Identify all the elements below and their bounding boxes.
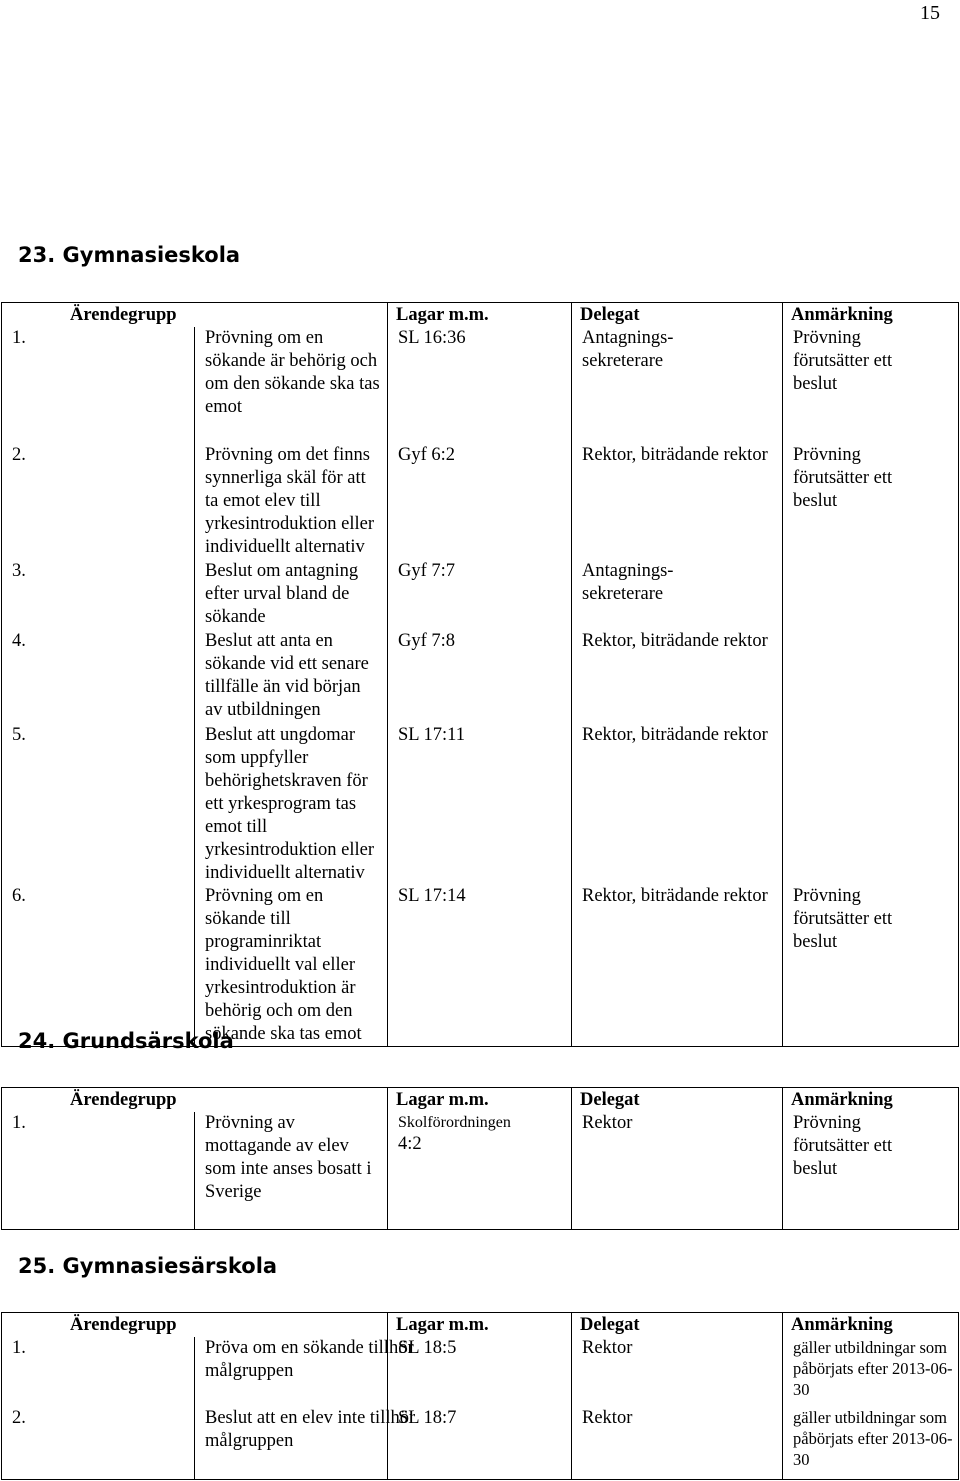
- row-delegate: Rektor, biträdande rektor: [582, 445, 768, 465]
- row-description: Prövning om en sökande till programinriktat individuellt val eller yrkesintroduktion är behörig och om den sökande ska tas emot: [205, 886, 362, 1044]
- row-delegate: Rektor: [582, 1408, 633, 1428]
- row-law: Gyf 7:8: [398, 631, 456, 651]
- page-number: 15: [920, 2, 940, 24]
- row-description: Prövning om det finns synnerliga skäl för att ta emot elev till yrkesintroduktion eller individuellt alternativ: [205, 445, 375, 557]
- header-delegat: Delegat: [572, 1313, 783, 1338]
- header-arendegrupp: Ärendegrupp: [2, 1088, 388, 1113]
- table-row: [2, 560, 959, 630]
- row-delegate: Rektor: [582, 1338, 633, 1358]
- table-row: [2, 327, 959, 444]
- table-gymnasiesarskola: [1, 1312, 959, 1480]
- row-delegate: Antagnings-sekreterare: [582, 561, 674, 604]
- header-delegat: Delegat: [572, 1088, 783, 1113]
- row-law-line-2: 4:2: [398, 1134, 422, 1154]
- row-description: Prövning av mottagande av elev som inte anses bosatt i Sverige: [205, 1113, 372, 1202]
- table-gymnasieskola: [1, 302, 959, 1047]
- row-number: 1.: [12, 1113, 26, 1133]
- table-row: [2, 444, 959, 560]
- row-number: 1.: [12, 1338, 26, 1358]
- row-number: 2.: [12, 1408, 26, 1428]
- row-delegate: Rektor, biträdande rektor: [582, 886, 768, 906]
- row-number: 2.: [12, 445, 26, 465]
- row-law: SL 17:14: [398, 886, 466, 906]
- header-lagar: Lagar m.m.: [388, 1088, 572, 1113]
- row-description: Beslut att anta en sökande vid ett senare tillfälle än vid början av utbildningen: [205, 631, 369, 720]
- table-row: [2, 885, 959, 1047]
- header-delegat: Delegat: [572, 303, 783, 328]
- row-law-line-1: Skolförordningen: [398, 1114, 511, 1131]
- row-remark: Prövning förutsätter ett beslut: [793, 886, 893, 952]
- header-anmarkning: Anmärkning: [783, 303, 959, 328]
- table-header: [2, 1313, 959, 1338]
- row-description: Beslut att en elev inte tillhör målgruppen: [205, 1408, 416, 1451]
- row-remark: gäller utbildningar som påbörjats efter 2013-06-30: [793, 1408, 953, 1469]
- table-row: [2, 630, 959, 724]
- table-row: [2, 1407, 959, 1479]
- header-arendegrupp: Ärendegrupp: [2, 303, 388, 328]
- table-grundsarskola: [1, 1087, 959, 1230]
- row-delegate: Rektor, biträdande rektor: [582, 725, 768, 745]
- row-number: 1.: [12, 328, 26, 348]
- header-lagar: Lagar m.m.: [388, 1313, 572, 1338]
- row-remark: gäller utbildningar som påbörjats efter 2013-06-30: [793, 1338, 953, 1399]
- row-law: SL 17:11: [398, 725, 465, 745]
- row-number: 3.: [12, 561, 26, 581]
- row-number: 5.: [12, 725, 26, 745]
- row-delegate: Antagnings-sekreterare: [582, 328, 674, 371]
- row-number: 6.: [12, 886, 26, 906]
- table-row: [2, 1112, 959, 1229]
- row-description: Prövning om en sökande är behörig och om den sökande ska tas emot: [205, 328, 380, 417]
- row-law: Gyf 6:2: [398, 445, 456, 465]
- row-description: Beslut om antagning efter urval bland de sökande: [205, 561, 359, 627]
- header-anmarkning: Anmärkning: [783, 1313, 959, 1338]
- row-delegate: Rektor: [582, 1113, 633, 1133]
- row-law: SL 18:5: [398, 1338, 457, 1358]
- section-title-gymnasiesarskola: 25. Gymnasiesärskola: [18, 1254, 278, 1278]
- header-lagar: Lagar m.m.: [388, 303, 572, 328]
- row-remark: Prövning förutsätter ett beslut: [793, 445, 893, 511]
- table-header: [2, 303, 959, 328]
- table-header: [2, 1088, 959, 1113]
- table-row: [2, 724, 959, 885]
- row-law: SL 16:36: [398, 328, 466, 348]
- section-title-grundsarskola: 24. Grundsärskola: [18, 1029, 234, 1053]
- header-arendegrupp: Ärendegrupp: [2, 1313, 388, 1338]
- row-description: Pröva om en sökande tillhör målgruppen: [205, 1338, 414, 1381]
- row-delegate: Rektor, biträdande rektor: [582, 631, 768, 651]
- table-row: [2, 1337, 959, 1407]
- row-law: SL 18:7: [398, 1408, 457, 1428]
- row-remark: Prövning förutsätter ett beslut: [793, 328, 893, 394]
- row-remark: Prövning förutsätter ett beslut: [793, 1113, 893, 1179]
- header-anmarkning: Anmärkning: [783, 1088, 959, 1113]
- row-number: 4.: [12, 631, 26, 651]
- section-title-gymnasieskola: 23. Gymnasieskola: [18, 243, 241, 267]
- row-description: Beslut att ungdomar som uppfyller behörighetskraven för ett yrkesprogram tas emot till yrkesintroduktion eller individuellt alternativ: [205, 725, 375, 883]
- row-law: Gyf 7:7: [398, 561, 456, 581]
